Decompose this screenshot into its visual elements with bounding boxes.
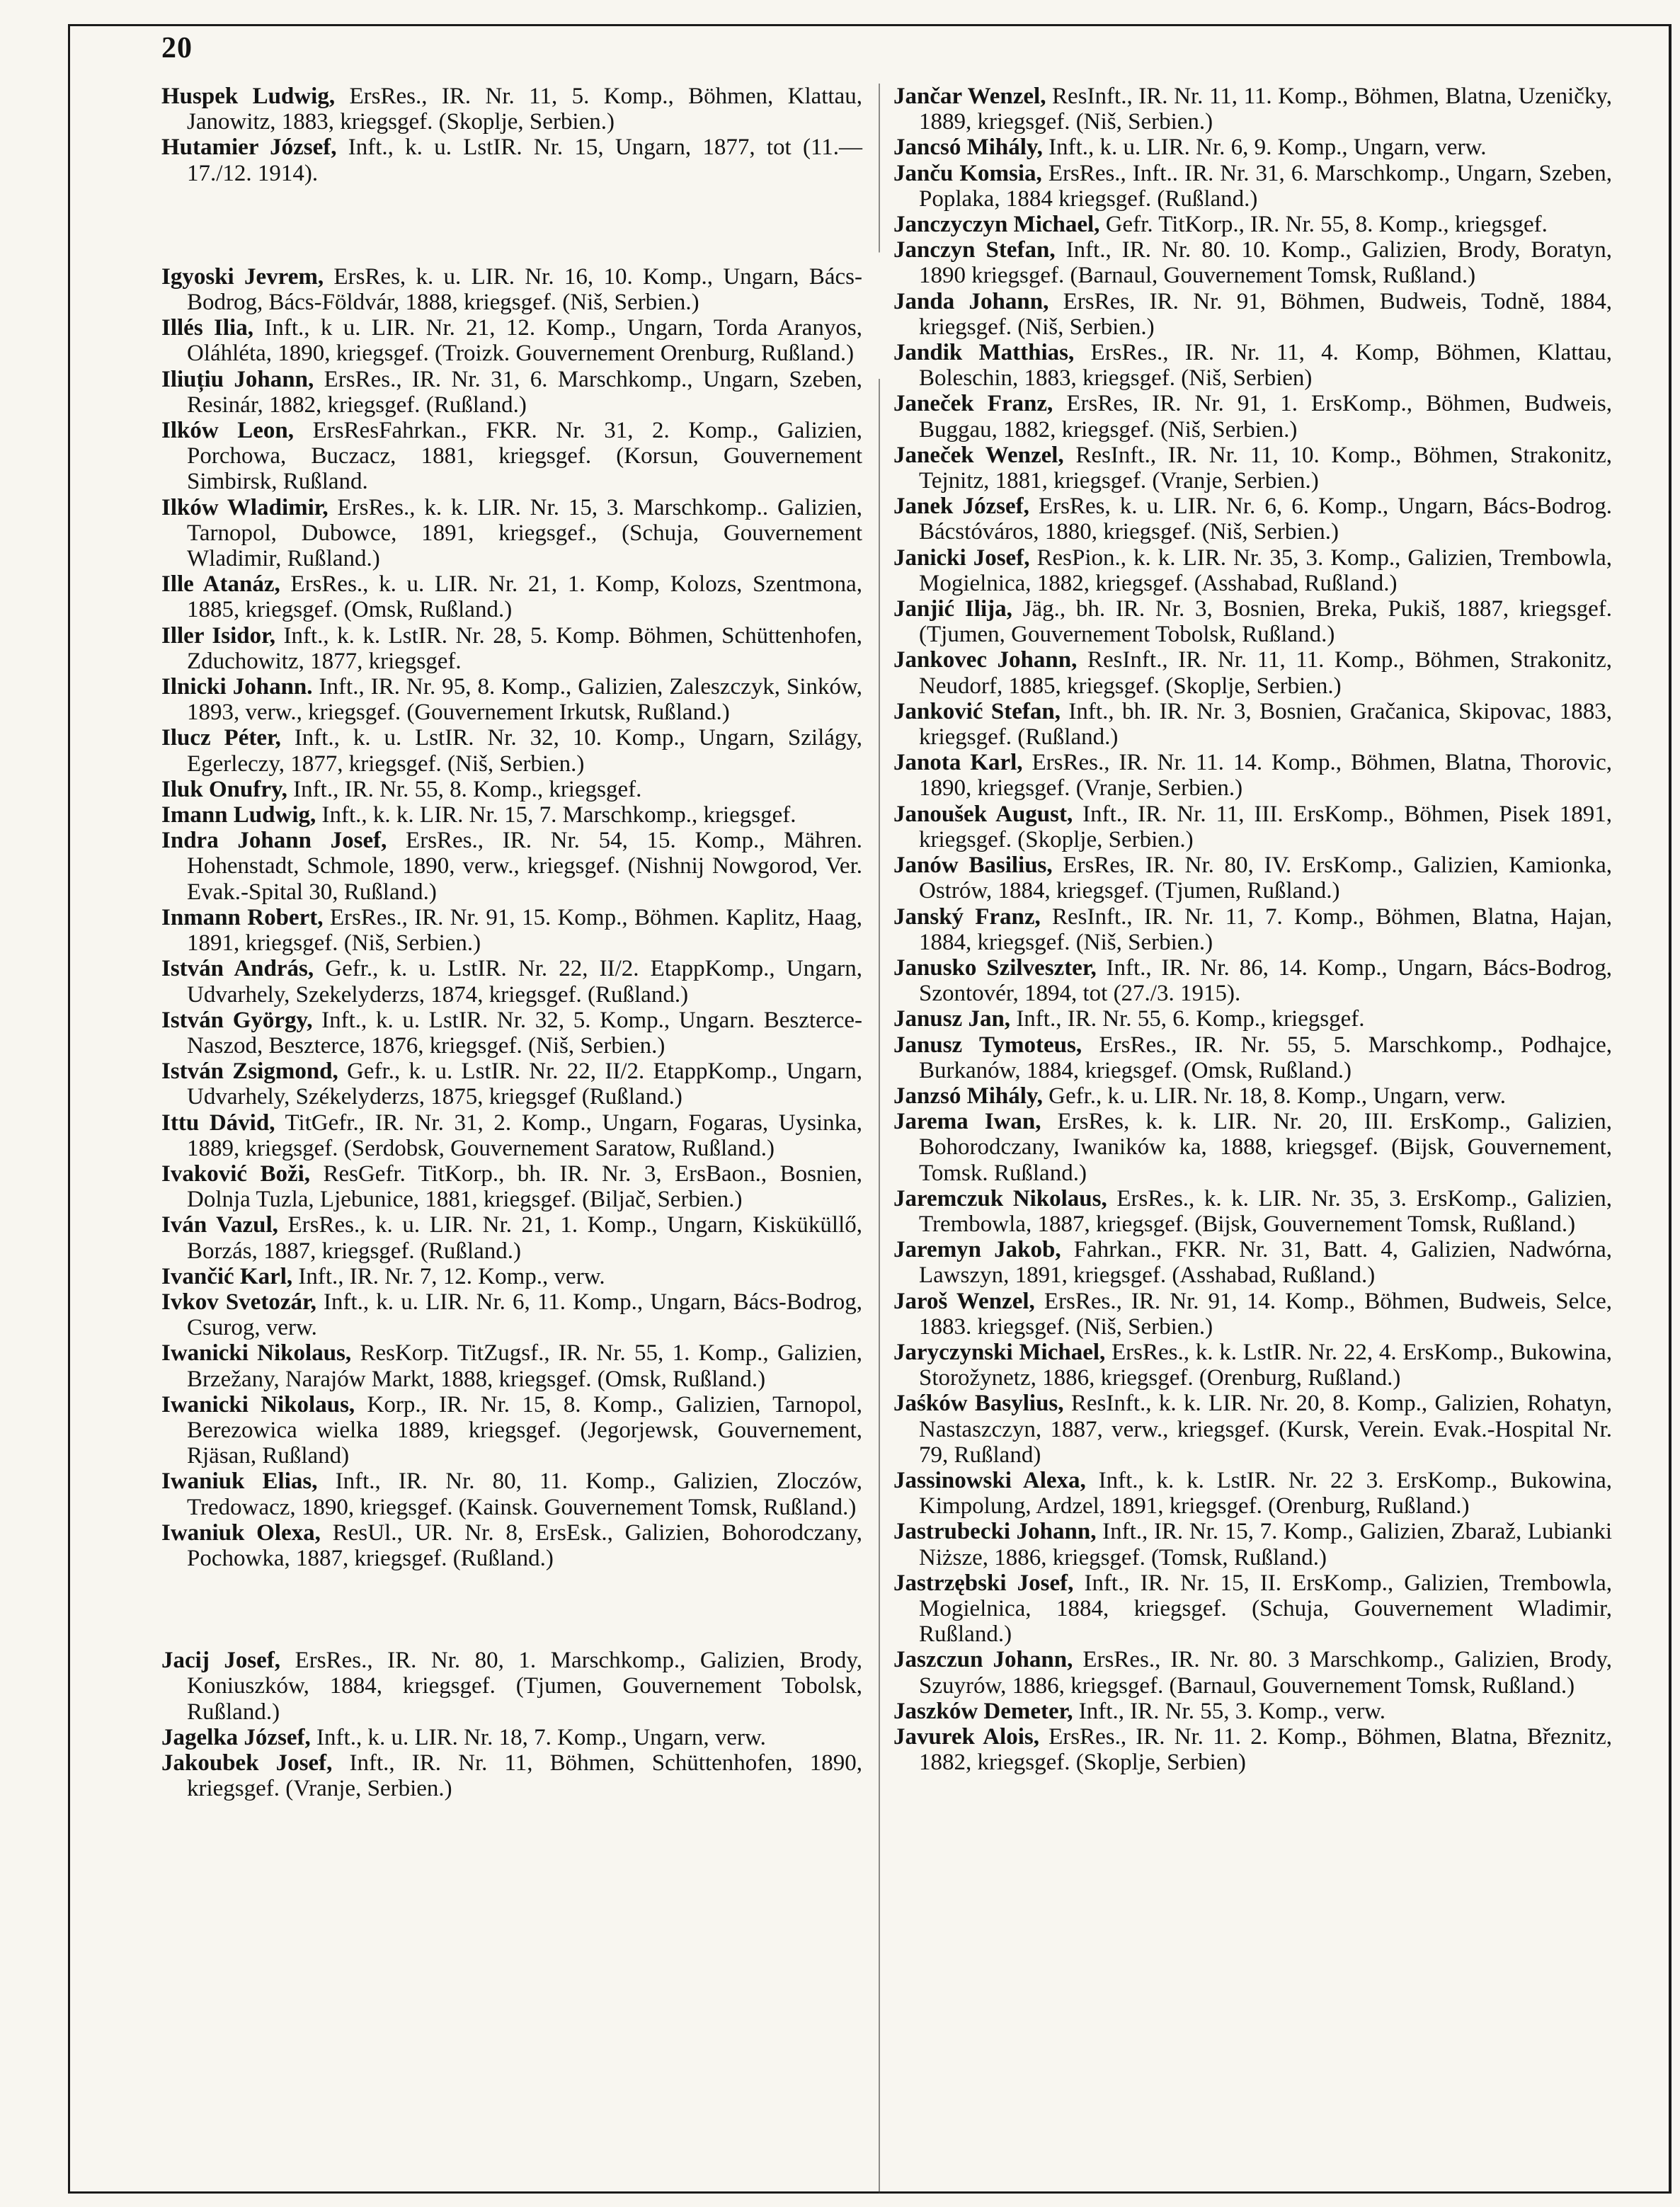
entry-details: ResInft., IR. Nr. 11, 7. Komp., Böhmen, Blatna, Hajan, 1884, kriegsgef. (Niš, Serbien.) [919, 903, 1613, 955]
entry-details: Fahrkan., FKR. Nr. 31, Batt. 4, Galizien, Nadwórna, Lawszyn, 1891, kriegsgef. (Asshabad, Rußland.) [919, 1237, 1612, 1289]
entry-name: Ille Atanáz, [161, 571, 280, 598]
register-entry [893, 802, 1612, 852]
entry-name: Hutamier József, [161, 135, 337, 161]
page-number: 20 [161, 32, 193, 64]
register-entry [161, 84, 862, 135]
entry-details: ErsRes, k. u. LIR. Nr. 16, 10. Komp., Ungarn, Bács-Bodrog, Bács-Földvár, 1888, kriegsgef. (Niš, Serbien.) [187, 263, 862, 316]
register-entry [161, 1520, 862, 1571]
entry-name: Inmann Robert, [161, 904, 324, 930]
entry-name: Jacij Josef, [161, 1648, 281, 1674]
entry-details: ErsRes., k. k. LstIR. Nr. 22, 4. ErsKomp., Bukowina, Storožynetz, 1886, kriegsgef. (Orenburg, Rußland.) [919, 1339, 1612, 1391]
entry-details: Inft., IR. Nr. 7, 12. Komp., verw. [292, 1263, 605, 1289]
entry-details: Inft., IR. Nr. 15, II. ErsKomp., Galizien, Trembowla, Mogielnica, 1884, kriegsgef. (Schuja, Gouvernement Wladimir, Rußland.) [919, 1570, 1613, 1648]
register-entry [893, 1289, 1612, 1340]
entry-name: Janczyczyn Michael, [893, 212, 1100, 238]
register-entry [161, 623, 862, 674]
entry-details: ResInft., k. k. LIR. Nr. 20, 8. Komp., Galizien, Rohatyn, Nastaszczyn, 1887, verw., kriegsgef. (Kursk, Verein. Evak.-Hospital Nr. 79, Rußland) [919, 1391, 1612, 1468]
entry-name: Jaśków Basylius, [893, 1391, 1064, 1417]
register-entry [893, 1519, 1612, 1570]
entry-name: Imann Ludwig, [161, 802, 316, 828]
register-entry [893, 750, 1612, 801]
entry-name: Janeček Wenzel, [893, 442, 1064, 468]
entry-name: Ilków Leon, [161, 418, 295, 444]
entry-name: Igyoski Jevrem, [161, 263, 324, 290]
entry-name: Iluk Onufry, [161, 776, 287, 802]
register-entry [161, 1392, 862, 1469]
entry-name: Janicki Josef, [893, 544, 1030, 571]
entry-name: Janský Franz, [893, 903, 1041, 930]
entry-details: Inft., k. u. LIR. Nr. 6, 11. Komp., Ungarn, Bács-Bodrog, Csurog, verw. [187, 1289, 863, 1341]
register-entry [893, 904, 1612, 955]
entry-name: István Zsigmond, [161, 1059, 338, 1085]
entry-details: ErsRes, IR. Nr. 91, Böhmen, Budweis, Todně, 1884, kriegsgef. (Niš, Serbien.) [919, 288, 1612, 340]
entry-details: Inft., IR. Nr. 86, 14. Komp., Ungarn, Bács-Bodrog, Szontovér, 1894, tot (27./3. 1915). [919, 954, 1612, 1007]
entry-details: Korp., IR. Nr. 15, 8. Komp., Galizien, Tarnopol, Berezowica wielka 1889, kriegsgef. (Jegorjewsk, Gouvernement, Rjäsan, Rußland) [187, 1391, 862, 1469]
entry-details: Gefr., k. u. LIR. Nr. 18, 8. Komp., Ungarn, verw. [1042, 1083, 1506, 1109]
entry-details: Inft., IR. Nr. 11, Böhmen, Schüttenhofen, 1890, kriegsgef. (Vranje, Serbien.) [187, 1750, 862, 1802]
register-entry [893, 212, 1612, 237]
register-entry [893, 1647, 1612, 1698]
register-entry [893, 1083, 1612, 1109]
entry-details: ErsRes., k. u. LIR. Nr. 21, 1. Komp., Ungarn, Kisküküllő, Borzás, 1887, kriegsgef. (Rußland.) [187, 1212, 862, 1264]
entry-name: Janda Johann, [893, 288, 1049, 314]
entry-details: Inft., IR. Nr. 80, 11. Komp., Galizien, Zloczów, Tredowacz, 1890, kriegsgef. (Kainsk. Gouvernement Tomsk, Rußland.) [187, 1469, 862, 1520]
entry-name: Janković Stefan, [893, 698, 1061, 724]
entry-name: Illés Ilia, [161, 315, 253, 341]
register-entry [893, 161, 1612, 212]
register-entry [161, 418, 862, 495]
entry-details: ErsRes., IR. Nr. 91, 14. Komp., Böhmen, Budweis, Selce, 1883. kriegsgef. (Niš, Serbien.) [919, 1288, 1612, 1340]
register-entry [161, 571, 862, 622]
register-entry [893, 1109, 1612, 1186]
entry-name: Iwaniuk Elias, [161, 1469, 318, 1495]
entry-details: ResKorp. TitZugsf., IR. Nr. 55, 1. Komp., Galizien, Brzežany, Narajów Markt, 1888, kriegsgef. (Omsk, Rußland.) [187, 1340, 862, 1392]
entry-name: Janusko Szilveszter, [893, 954, 1097, 981]
entry-details: Inft., IR. Nr. 95, 8. Komp., Galizien, Zaleszczyk, Sinków, 1893, verw., kriegsgef. (Gouvernement Irkutsk, Rußland.) [187, 674, 862, 726]
entry-name: Janzsó Mihály, [893, 1083, 1043, 1109]
entry-name: Janczyn Stefan, [893, 237, 1056, 263]
entry-details: ResPion., k. k. LIR. Nr. 35, 3. Komp., Galizien, Trembowla, Mogielnica, 1882, kriegsgef. (Asshabad, Rußland.) [919, 544, 1613, 596]
entry-name: Jarema Iwan, [893, 1109, 1041, 1135]
register-entry [161, 1110, 862, 1161]
register-entry [893, 955, 1612, 1006]
entry-name: Ilnicki Johann. [161, 674, 313, 700]
register-entry [161, 1008, 862, 1059]
entry-details: Inft., IR. Nr. 55, 6. Komp., kriegsgef. [1010, 1006, 1365, 1032]
entry-details: ResUl., UR. Nr. 8, ErsEsk., Galizien, Bohorodczany, Pochowka, 1887, kriegsgef. (Rußland.) [187, 1519, 862, 1571]
letter-section-gap [161, 1571, 862, 1648]
entry-name: Iller Isidor, [161, 622, 275, 649]
register-entry [893, 84, 1612, 135]
register-entry [161, 1750, 862, 1801]
entry-name: Jaszków Demeter, [893, 1698, 1073, 1724]
entry-details: Inft., IR. Nr. 80. 10. Komp., Galizien, Brody, Boratyn, 1890 kriegsgef. (Barnaul, Gouvernement Tomsk, Rußland.) [919, 237, 1612, 289]
entry-name: Jankovec Johann, [893, 647, 1078, 673]
entry-name: Jastrubecki Johann, [893, 1519, 1097, 1545]
entry-details: Inft., IR. Nr. 11, III. ErsKomp., Böhmen, Pisek 1891, kriegsgef. (Skoplje, Serbien.) [919, 801, 1612, 852]
register-entry [161, 674, 862, 725]
register-entry [893, 1237, 1612, 1288]
entry-name: Janjić Ilija, [893, 596, 1012, 622]
entry-details: ErsRes., IR. Nr. 11, 5. Komp., Böhmen, Klattau, Janowitz, 1883, kriegsgef. (Skoplje, Serbien.) [187, 84, 862, 135]
entry-details: Inft., k u. LIR. Nr. 21, 12. Komp., Ungarn, Torda Aranyos, Oláhléta, 1890, kriegsgef. (Troizk. Gouvernement Orenburg, Rußland.) [187, 315, 863, 367]
entry-details: ErsRes., k. u. LIR. Nr. 21, 1. Komp, Kolozs, Szentmona, 1885, kriegsgef. (Omsk, Rußland.) [187, 571, 862, 623]
register-entry [161, 1264, 862, 1289]
entry-name: Janoušek August, [893, 801, 1073, 827]
entry-name: Jaremczuk Nikolaus, [893, 1185, 1107, 1211]
entry-details: Inft., k. u. LstIR. Nr. 32, 5. Komp., Ungarn. Beszterce-Naszod, Beszterce, 1876, kriegsgef. (Niš, Serbien.) [187, 1007, 862, 1059]
entry-name: Ivaković Boži, [161, 1160, 311, 1187]
entry-details: ResInft., IR. Nr. 11, 11. Komp., Böhmen, Strakonitz, Neudorf, 1885, kriegsgef. (Skoplje, Serbien.) [919, 647, 1612, 699]
entry-name: Jandik Matthias, [893, 340, 1075, 366]
entry-name: Ilucz Péter, [161, 725, 281, 751]
register-entry [893, 596, 1612, 647]
entry-name: Jaremyn Jakob, [893, 1237, 1061, 1263]
register-entry [161, 135, 862, 186]
register-entry [161, 956, 862, 1007]
register-entry [161, 264, 862, 315]
entry-name: Jassinowski Alexa, [893, 1467, 1086, 1493]
entry-details: ErsResFahrkan., FKR. Nr. 31, 2. Komp., Galizien, Porchowa, Buczacz, 1881, kriegsgef. (Korsun, Gouvernement Simbirsk, Rußland. [187, 418, 862, 495]
entry-details: ErsRes., IR. Nr. 55, 5. Marschkomp., Podhajce, Burkanów, 1884, kriegsgef. (Omsk, Rußland.) [919, 1032, 1613, 1083]
entry-details: ErsRes., k. k. LIR. Nr. 35, 3. ErsKomp., Galizien, Trembowla, 1887, kriegsgef. (Bijsk, Gouvernement Tomsk, Rußland.) [919, 1185, 1613, 1237]
entry-details: ErsRes., IR. Nr. 11, 4. Komp, Böhmen, Klattau, Boleschin, 1883, kriegsgef. (Niš, Serbien) [919, 340, 1612, 392]
register-entry [893, 443, 1612, 494]
register-entry [893, 1724, 1612, 1775]
entry-details: Gefr. TitKorp., IR. Nr. 55, 8. Komp., kriegsgef. [1099, 212, 1548, 238]
register-entry [161, 802, 862, 828]
entry-name: Jaroš Wenzel, [893, 1288, 1035, 1314]
register-entry [161, 828, 862, 905]
entry-details: ErsRes., IR. Nr. 11. 14. Komp., Böhmen, Blatna, Thorovic, 1890, kriegsgef. (Vranje, Serbien.) [919, 750, 1613, 802]
entry-details: ErsRes, k. u. LIR. Nr. 6, 6. Komp., Ungarn, Bács-Bodrog. Bácstóváros, 1880, kriegsgef. (Niš, Serbien.) [919, 494, 1612, 545]
entry-details: Inft., IR. Nr. 55, 8. Komp., kriegsgef. [287, 776, 642, 802]
entry-details: Gefr., k. u. LstIR. Nr. 22, II/2. EtappKomp., Ungarn, Udvarhely, Szekelyderzs, 1874, kriegsgef. (Rußland.) [187, 956, 862, 1008]
entry-details: Inft., IR. Nr. 55, 3. Komp., verw. [1073, 1698, 1386, 1724]
entry-details: ErsRes, IR. Nr. 80, IV. ErsKomp., Galizien, Kamionka, Ostrów, 1884, kriegsgef. (Tjumen, Rußland.) [919, 852, 1612, 904]
entry-details: ErsRes., k. k. LIR. Nr. 15, 3. Marschkomp.. Galizien, Tarnopol, Dubowce, 1891, kriegsgef., (Schuja, Gouvernement Wladimir, Rußland.) [187, 494, 862, 572]
register-entry [893, 1006, 1612, 1032]
entry-name: Jagelka József, [161, 1724, 311, 1750]
entry-details: ResInft., IR. Nr. 11, 11. Komp., Böhmen, Blatna, Uzeničky, 1889, kriegsgef. (Niš, Serbien.) [919, 84, 1612, 135]
register-entry [893, 494, 1612, 544]
entry-details: ErsRes., IR. Nr. 11. 2. Komp., Böhmen, Blatna, Březnitz, 1882, kriegsgef. (Skoplje, Serbien) [919, 1724, 1612, 1776]
entry-name: Iwanicki Nikolaus, [161, 1391, 355, 1418]
register-entry [161, 1340, 862, 1391]
entry-name: Janusz Tymoteus, [893, 1032, 1082, 1058]
entry-name: István András, [161, 956, 314, 982]
entry-details: ErsRes., IR. Nr. 31, 6. Marschkomp., Ungarn, Szeben, Resinár, 1882, kriegsgef. (Rußland.) [187, 366, 862, 418]
register-entry [893, 289, 1612, 340]
entry-details: Inft., k. k. LstIR. Nr. 28, 5. Komp. Böhmen, Schüttenhofen, Zduchowitz, 1877, kriegsgef. [187, 622, 863, 674]
entry-details: ErsRes., IR. Nr. 80, 1. Marschkomp., Galizien, Brody, Koniuszków, 1884, kriegsgef. (Tjumen, Gouvernement Tobolsk, Rußland.) [187, 1648, 862, 1725]
entry-details: Inft., IR. Nr. 15, 7. Komp., Galizien, Zbaraž, Lubianki Niższe, 1886, kriegsgef. (Tomsk, Rußland.) [919, 1519, 1613, 1570]
entry-details: ErsRes., IR. Nr. 91, 15. Komp., Böhmen. Kaplitz, Haag, 1891, kriegsgef. (Niš, Serbien.) [187, 904, 862, 957]
entry-name: Iwaniuk Olexa, [161, 1519, 321, 1546]
register-entry [893, 340, 1612, 391]
register-entry [893, 1570, 1612, 1648]
entry-name: Janču Komsia, [893, 160, 1042, 186]
entry-name: Janota Karl, [893, 750, 1023, 776]
register-entry [161, 1059, 862, 1110]
register-entry [893, 135, 1612, 160]
entry-details: Inft., k. k. LstIR. Nr. 22 3. ErsKomp., Bukowina, Kimpolung, Ardzel, 1891, kriegsgef. (Orenburg, Rußland.) [919, 1467, 1613, 1519]
entry-details: ErsRes, IR. Nr. 91, 1. ErsKomp., Böhmen, Budweis, Buggau, 1882, kriegsgef. (Niš, Serbien.) [919, 391, 1613, 443]
entry-details: ErsRes., Inft.. IR. Nr. 31, 6. Marschkomp., Ungarn, Szeben, Poplaka, 1884 kriegsgef. (Rußland.) [919, 160, 1612, 212]
register-entry [161, 1289, 862, 1340]
entry-name: Jakoubek Josef, [161, 1750, 333, 1776]
register-entry [161, 725, 862, 776]
entry-details: Inft., k. k. LIR. Nr. 15, 7. Marschkomp., kriegsgef. [316, 802, 796, 828]
entry-name: Javurek Alois, [893, 1724, 1039, 1750]
register-entry [893, 391, 1612, 442]
register-entry [893, 1032, 1612, 1083]
entry-name: Indra Johann Josef, [161, 828, 387, 854]
register-entry [161, 777, 862, 802]
register-entry [161, 1161, 862, 1212]
entry-details: Inft., k. u. LIR. Nr. 6, 9. Komp., Ungarn, verw. [1042, 135, 1487, 161]
register-entry [161, 367, 862, 418]
register-entry [893, 1699, 1612, 1724]
entry-details: Jäg., bh. IR. Nr. 3, Bosnien, Breka, Pukiš, 1887, kriegsgef. (Tjumen, Gouvernement Tobolsk, Rußland.) [919, 596, 1612, 648]
entry-name: Ivančić Karl, [161, 1263, 293, 1289]
entry-name: Huspek Ludwig, [161, 84, 336, 109]
entry-details: ErsRes., IR. Nr. 80. 3 Marschkomp., Galizien, Brody, Szuyrów, 1886, kriegsgef. (Barnaul, Gouvernement Tomsk, Rußland.) [919, 1647, 1612, 1699]
register-entry [161, 495, 862, 572]
entry-details: Inft., k. u. LstIR. Nr. 15, Ungarn, 1877, tot (11.—17./12. 1914). [187, 135, 862, 186]
register-entry [161, 315, 862, 366]
register-entry [893, 699, 1612, 750]
entry-details: ErsRes, k. k. LIR. Nr. 20, III. ErsKomp., Galizien, Bohorodczany, Iwaników ka, 1888, kriegsgef. (Bijsk, Gouvernement, Tomsk. Rußland.) [919, 1109, 1612, 1186]
entry-name: Iliuțiu Johann, [161, 366, 314, 392]
entry-name: Iván Vazul, [161, 1212, 278, 1238]
entry-name: Jančar Wenzel, [893, 84, 1046, 109]
entry-name: Ittu Dávid, [161, 1110, 275, 1136]
register-entry [161, 1648, 862, 1725]
register-entry [893, 1186, 1612, 1237]
column-divider [879, 84, 880, 2194]
entry-details: Inft., k. u. LIR. Nr. 18, 7. Komp., Ungarn, verw. [310, 1724, 766, 1750]
register-entry [893, 545, 1612, 596]
register-entry [161, 905, 862, 956]
register-entry [893, 852, 1612, 903]
entry-name: Ivkov Svetozár, [161, 1289, 316, 1315]
entry-name: Janów Basilius, [893, 852, 1053, 879]
entry-name: Ilków Wladimir, [161, 494, 328, 520]
entry-name: Jancsó Mihály, [893, 135, 1043, 161]
entry-name: Janek József, [893, 494, 1029, 520]
entry-details: ResInft., IR. Nr. 11, 10. Komp., Böhmen, Strakonitz, Tejnitz, 1881, kriegsgef. (Vranje, Serbien.) [919, 442, 1612, 494]
entry-name: Jaszczun Johann, [893, 1647, 1073, 1673]
entry-details: ResGefr. TitKorp., bh. IR. Nr. 3, ErsBaon., Bosnien, Dolnja Tuzla, Ljebunice, 1881, kriegsgef. (Biljač, Serbien.) [187, 1160, 863, 1213]
register-entry [893, 647, 1612, 698]
entry-name: Jaryczynski Michael, [893, 1339, 1106, 1365]
entry-name: Iwanicki Nikolaus, [161, 1340, 352, 1367]
register-entry [893, 1468, 1612, 1519]
register-entry [893, 237, 1612, 288]
entry-name: Janusz Jan, [893, 1006, 1011, 1032]
register-entry [161, 1212, 862, 1263]
entry-details: ErsRes., IR. Nr. 54, 15. Komp., Mähren. Hohenstadt, Schmole, 1890, verw., kriegsgef. (Nishnij Nowgorod, Ver. Evak.-Spital 30, Rußland.) [187, 828, 863, 905]
register-entry [893, 1340, 1612, 1391]
entry-details: Inft., bh. IR. Nr. 3, Bosnien, Gračanica, Skipovac, 1883, kriegsgef. (Rußland.) [919, 698, 1612, 751]
entry-details: TitGefr., IR. Nr. 31, 2. Komp., Ungarn, Fogaras, Uysinka, 1889, kriegsgef. (Serdobsk, Gouvernement Saratow, Rußland.) [187, 1110, 863, 1161]
left-column [161, 84, 862, 1801]
entry-details: Gefr., k. u. LstIR. Nr. 22, II/2. EtappKomp., Ungarn, Udvarhely, Székelyderzs, 1875, kriegsgef (Rußland.) [187, 1059, 862, 1110]
entry-name: István György, [161, 1007, 313, 1033]
right-column [893, 84, 1612, 1775]
register-entry [893, 1391, 1612, 1468]
letter-section-gap [161, 186, 862, 264]
entry-name: Jastrzębski Josef, [893, 1570, 1074, 1596]
entry-details: Inft., k. u. LstIR. Nr. 32, 10. Komp., Ungarn, Szilágy, Egerleczy, 1877, kriegsgef. (Niš, Serbien.) [187, 725, 863, 777]
register-entry [161, 1725, 862, 1750]
register-entry [161, 1469, 862, 1519]
entry-name: Janeček Franz, [893, 391, 1053, 417]
